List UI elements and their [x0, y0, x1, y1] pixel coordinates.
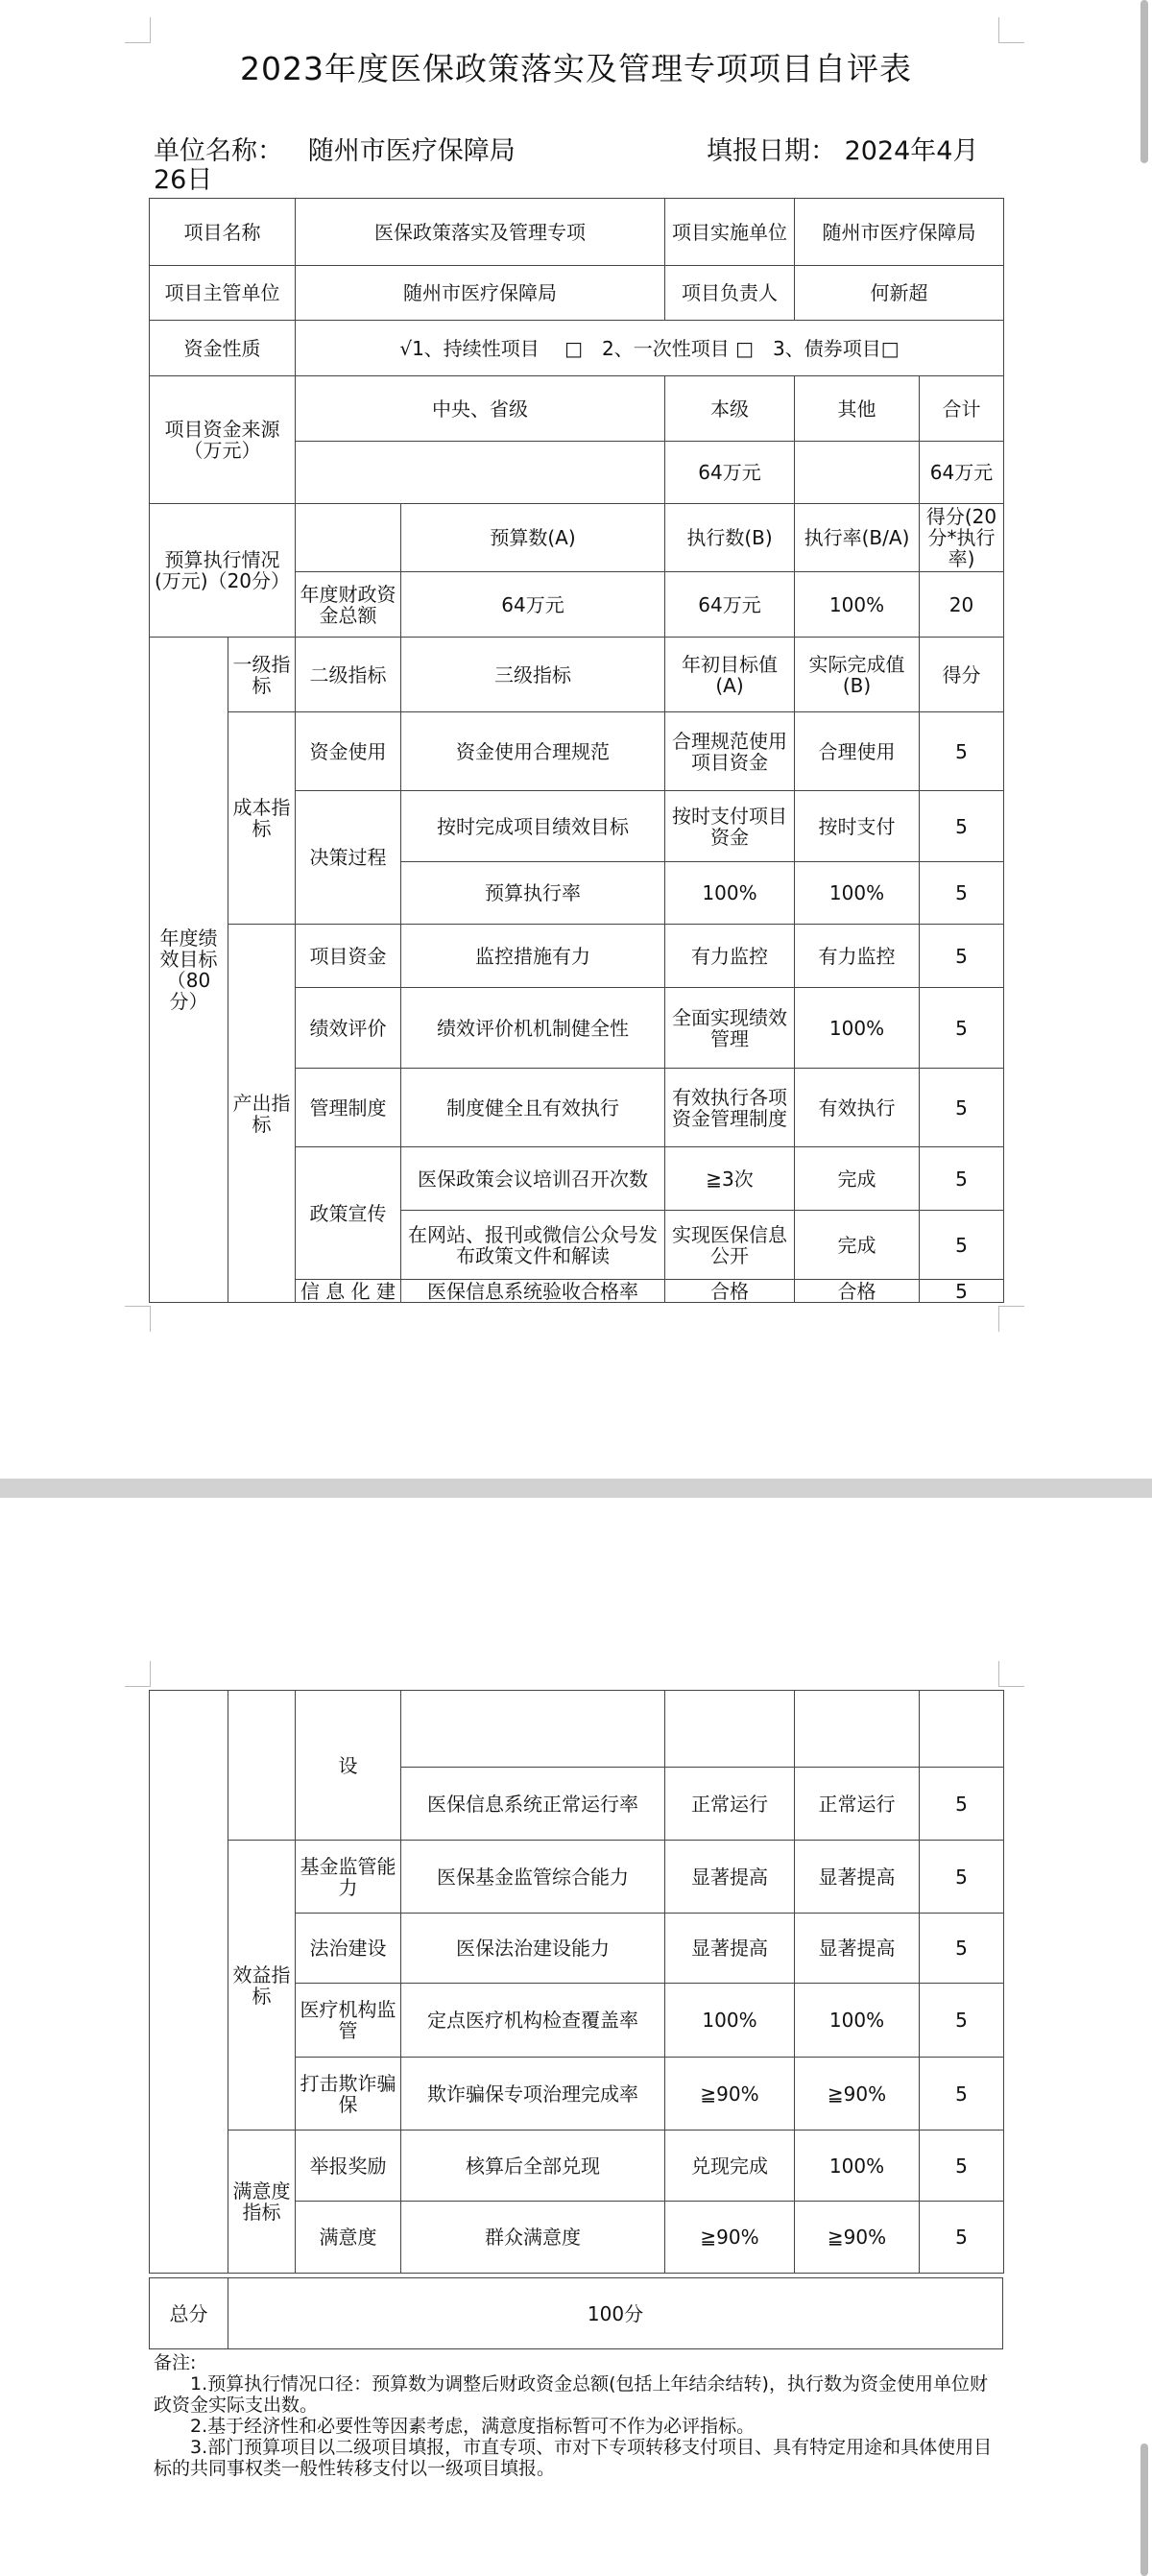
total-label: 总分: [150, 2278, 228, 2349]
score-cell: 5: [920, 1984, 1004, 2058]
target-cell: 有力监控: [665, 925, 795, 988]
score-cell: 5: [920, 1768, 1004, 1841]
budget-row-label: 年度财政资金总额: [296, 572, 401, 638]
score-cell: 5: [920, 1069, 1004, 1147]
target-cell: 有效执行各项资金管理制度: [665, 1069, 795, 1147]
level1-cost: 成本指标: [228, 712, 296, 925]
actual-cell: ≧90%: [795, 2202, 920, 2274]
fund-source-value: [296, 442, 665, 504]
budget-header: 执行率(B/A): [795, 504, 920, 572]
fund-source-header: 合计: [920, 376, 1004, 442]
scrollbar-thumb-top[interactable]: [1140, 0, 1148, 163]
level2-satisfaction: 满意度: [296, 2202, 401, 2274]
perf-header: 三级指标: [401, 638, 665, 712]
fund-source-header: 其他: [795, 376, 920, 442]
target-cell: 兑现完成: [665, 2131, 795, 2202]
fund-nature-label: 资金性质: [150, 321, 296, 376]
leader-label: 项目负责人: [665, 266, 795, 321]
blank-cell: [920, 1691, 1004, 1768]
target-cell: 显著提高: [665, 1914, 795, 1984]
level2-info-build: 信 息 化 建: [296, 1280, 401, 1303]
scrollbar-thumb-bottom[interactable]: [1140, 2444, 1148, 2576]
level3-cell: 定点医疗机构检查覆盖率: [401, 1984, 665, 2058]
crop-mark: [998, 17, 1024, 43]
actual-cell: 正常运行: [795, 1768, 920, 1841]
total-score-table: [149, 2277, 1003, 2349]
level2-project-fund: 项目资金: [296, 925, 401, 988]
notes-title: 备注:: [154, 2352, 197, 2373]
actual-cell: 有力监控: [795, 925, 920, 988]
level2-decision: 决策过程: [296, 791, 401, 925]
budget-header: 预算数(A): [401, 504, 665, 572]
target-cell: ≧90%: [665, 2202, 795, 2274]
fund-source-value: 64万元: [920, 442, 1004, 504]
level1-benefit: 效益指标: [228, 1841, 296, 2131]
level2-mgmt-sys: 管理制度: [296, 1069, 401, 1147]
impl-unit-label: 项目实施单位: [665, 199, 795, 266]
note-item: 1.预算执行情况口径：预算数为调整后财政资金总额(包括上年结余结转)，执行数为资金使用单位财政资金实际支出数。: [154, 2373, 988, 2416]
target-cell: 100%: [665, 862, 795, 925]
target-cell: 显著提高: [665, 1841, 795, 1914]
supervisor-label: 项目主管单位: [150, 266, 296, 321]
crop-mark: [998, 1661, 1024, 1687]
level1-output-continued: [228, 1691, 296, 1841]
fund-source-header: 本级: [665, 376, 795, 442]
score-cell: 5: [920, 2058, 1004, 2131]
score-cell: 5: [920, 2202, 1004, 2274]
actual-cell: 完成: [795, 1147, 920, 1211]
level2-anti-fraud: 打击欺诈骗保: [296, 2058, 401, 2131]
score-cell: 5: [920, 1147, 1004, 1211]
actual-cell: 合格: [795, 1280, 920, 1303]
score-cell: 5: [920, 862, 1004, 925]
project-name-value: 医保政策落实及管理专项: [296, 199, 665, 266]
fund-source-value: [795, 442, 920, 504]
perf-header: 得分: [920, 638, 1004, 712]
level2-legal: 法治建设: [296, 1914, 401, 1984]
level3-cell: 医保法治建设能力: [401, 1914, 665, 1984]
level2-perf-eval: 绩效评价: [296, 988, 401, 1069]
target-cell: 实现医保信息公开: [665, 1211, 795, 1280]
level2-fund-supervise: 基金监管能力: [296, 1841, 401, 1914]
score-cell: 5: [920, 1211, 1004, 1280]
actual-cell: 有效执行: [795, 1069, 920, 1147]
page-separator: [0, 1479, 1152, 1498]
level3-cell: 在网站、报刊或微信公众号发布政策文件和解读: [401, 1211, 665, 1280]
score-cell: 5: [920, 791, 1004, 862]
perf-goal-label: 年度绩效目标（80分）: [150, 638, 228, 1303]
budget-value: 64万元: [665, 572, 795, 638]
level1-satisfaction: 满意度指标: [228, 2131, 296, 2274]
level3-cell: 绩效评价机机制健全性: [401, 988, 665, 1069]
blank-cell: [401, 1691, 665, 1768]
leader-value: 何新超: [795, 266, 1004, 321]
date-value: 2024年4月: [844, 136, 979, 166]
note-item: 3.部门预算项目以二级项目填报，市直专项、市对下专项转移支付项目、具有特定用途和具体使用目标的共同事权类一般性转移支付以一级项目填报。: [154, 2437, 993, 2479]
level2-info-build-cont: 设: [296, 1691, 401, 1841]
score-cell: 5: [920, 925, 1004, 988]
target-cell: 按时支付项目资金: [665, 791, 795, 862]
target-cell: 正常运行: [665, 1768, 795, 1841]
project-name-label: 项目名称: [150, 199, 296, 266]
level3-cell: 核算后全部兑现: [401, 2131, 665, 2202]
blank-cell: [795, 1691, 920, 1768]
score-cell: 5: [920, 1914, 1004, 1984]
target-cell: 100%: [665, 1984, 795, 2058]
level3-cell: 医保基金监管综合能力: [401, 1841, 665, 1914]
level3-cell: 资金使用合理规范: [401, 712, 665, 791]
actual-cell: 100%: [795, 988, 920, 1069]
perf-header: 二级指标: [296, 638, 401, 712]
actual-cell: 显著提高: [795, 1841, 920, 1914]
level3-cell: 预算执行率: [401, 862, 665, 925]
score-cell: 5: [920, 1280, 1004, 1303]
score-cell: 5: [920, 988, 1004, 1069]
perf-goal-continued: [150, 1691, 228, 2274]
perf-header: 一级指标: [228, 638, 296, 712]
date-label: 填报日期：: [707, 136, 836, 166]
crop-mark: [125, 1306, 151, 1332]
crop-mark: [998, 1306, 1024, 1332]
level3-cell: 群众满意度: [401, 2202, 665, 2274]
impl-unit-value: 随州市医疗保障局: [795, 199, 1004, 266]
unit-value: 随州市医疗保障局: [307, 136, 516, 166]
budget-exec-label: 预算执行情况(万元)（20分）: [150, 504, 296, 638]
budget-value: 64万元: [401, 572, 665, 638]
supervisor-value: 随州市医疗保障局: [296, 266, 665, 321]
actual-cell: 100%: [795, 1984, 920, 2058]
crop-mark: [125, 1661, 151, 1687]
actual-cell: 合理使用: [795, 712, 920, 791]
actual-cell: 100%: [795, 2131, 920, 2202]
level2-fund-use: 资金使用: [296, 712, 401, 791]
score-cell: 5: [920, 1841, 1004, 1914]
target-cell: 合格: [665, 1280, 795, 1303]
actual-cell: 按时支付: [795, 791, 920, 862]
unit-info-line: [154, 137, 998, 195]
document-title: 2023年度医保政策落实及管理专项项目自评表: [240, 50, 912, 87]
perf-header: 年初目标值(A): [665, 638, 795, 712]
target-cell: 合理规范使用项目资金: [665, 712, 795, 791]
notes-section: [154, 2352, 998, 2479]
fund-source-label: 项目资金来源（万元）: [150, 376, 296, 504]
perf-header: 实际完成值(B): [795, 638, 920, 712]
self-evaluation-table-part2: [149, 1690, 1004, 2274]
level3-cell: 按时完成项目绩效目标: [401, 791, 665, 862]
level3-cell: 医保政策会议培训召开次数: [401, 1147, 665, 1211]
self-evaluation-table-part1: [149, 198, 1004, 1303]
actual-cell: 显著提高: [795, 1914, 920, 1984]
total-value: 100分: [228, 2278, 1003, 2349]
unit-label: 单位名称：: [154, 136, 283, 166]
score-cell: 5: [920, 2131, 1004, 2202]
level3-cell: 欺诈骗保专项治理完成率: [401, 2058, 665, 2131]
actual-cell: ≧90%: [795, 2058, 920, 2131]
budget-value: 100%: [795, 572, 920, 638]
level2-policy-pub: 政策宣传: [296, 1147, 401, 1280]
target-cell: ≧90%: [665, 2058, 795, 2131]
fund-nature-value: √1、持续性项目 □ 2、一次性项目 □ 3、债券项目□: [296, 321, 1004, 376]
blank-cell: [296, 504, 401, 572]
date-value-continued: 26日: [154, 165, 213, 195]
fund-source-header: 中央、省级: [296, 376, 665, 442]
level3-cell: 医保信息系统正常运行率: [401, 1768, 665, 1841]
actual-cell: 完成: [795, 1211, 920, 1280]
budget-header: 执行数(B): [665, 504, 795, 572]
level1-output: 产出指标: [228, 925, 296, 1303]
level3-cell: 制度健全且有效执行: [401, 1069, 665, 1147]
budget-value: 20: [920, 572, 1004, 638]
target-cell: 全面实现绩效管理: [665, 988, 795, 1069]
note-item: 2.基于经济性和必要性等因素考虑，满意度指标暂可不作为必评指标。: [190, 2416, 756, 2437]
level3-cell: 监控措施有力: [401, 925, 665, 988]
blank-cell: [665, 1691, 795, 1768]
target-cell: ≧3次: [665, 1147, 795, 1211]
level3-cell: 医保信息系统验收合格率: [401, 1280, 665, 1303]
actual-cell: 100%: [795, 862, 920, 925]
level2-report-reward: 举报奖励: [296, 2131, 401, 2202]
budget-header: 得分(20分*执行率): [920, 504, 1004, 572]
level2-medical-supervise: 医疗机构监管: [296, 1984, 401, 2058]
fund-source-value: 64万元: [665, 442, 795, 504]
score-cell: 5: [920, 712, 1004, 791]
crop-mark: [125, 17, 151, 43]
